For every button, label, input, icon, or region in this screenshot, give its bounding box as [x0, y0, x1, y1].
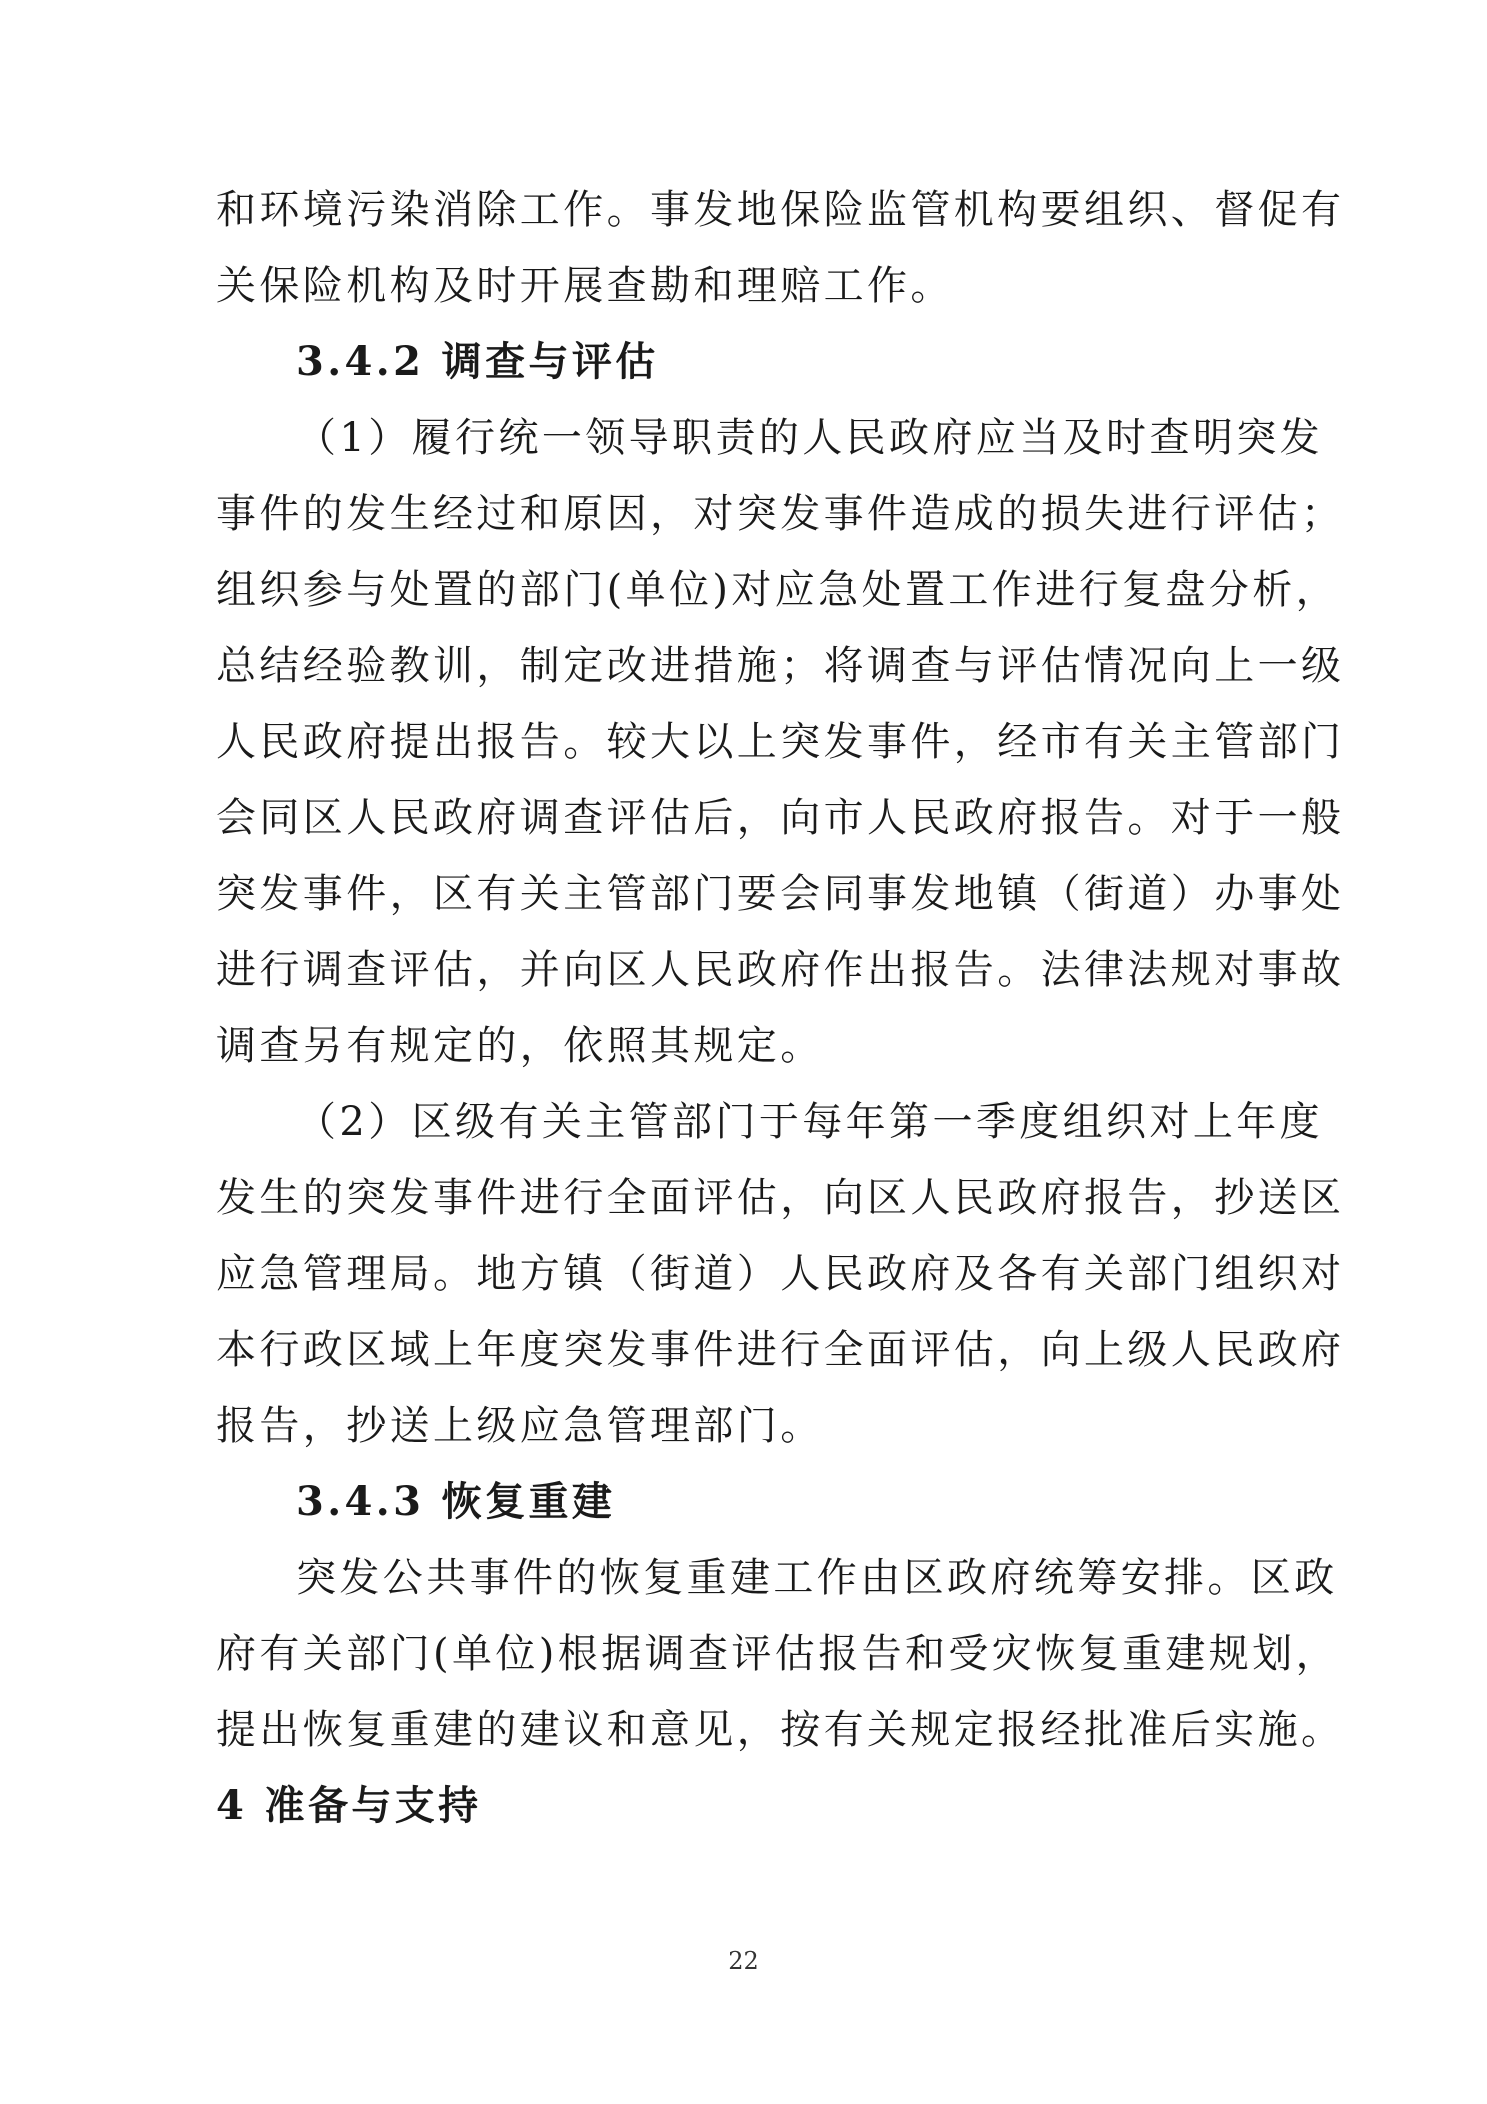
paragraph-line: 本行政区域上年度突发事件进行全面评估，向上级人民政府	[216, 1327, 1345, 1373]
paragraph-line: 进行调查评估，并向区人民政府作出报告。法律法规对事故	[216, 947, 1345, 993]
chapter-heading-4: 4 准备与支持	[216, 1782, 482, 1829]
paragraph-line: 调查另有规定的，依照其规定。	[216, 1023, 824, 1069]
paragraph-line: 和环境污染消除工作。事发地保险监管机构要组织、督促有	[216, 187, 1345, 233]
paragraph-line: 提出恢复重建的建议和意见，按有关规定报经批准后实施。	[216, 1707, 1345, 1753]
paragraph-line: 总结经验教训，制定改进措施；将调查与评估情况向上一级	[216, 643, 1345, 689]
paragraph-line: 组织参与处置的部门(单位)对应急处置工作进行复盘分析，	[216, 567, 1340, 613]
section-heading-3-4-2: 3.4.2 调查与评估	[296, 338, 659, 385]
paragraph-line: 会同区人民政府调查评估后，向市人民政府报告。对于一般	[216, 795, 1345, 841]
paragraph-line: 人民政府提出报告。较大以上突发事件，经市有关主管部门	[216, 719, 1345, 765]
paragraph-line: （1）履行统一领导职责的人民政府应当及时查明突发	[296, 415, 1324, 461]
paragraph-line: 突发事件，区有关主管部门要会同事发地镇（街道）办事处	[216, 871, 1345, 917]
paragraph-line: 发生的突发事件进行全面评估，向区人民政府报告，抄送区	[216, 1175, 1345, 1221]
paragraph-line: 突发公共事件的恢复重建工作由区政府统筹安排。区政	[296, 1555, 1338, 1601]
section-heading-3-4-3: 3.4.3 恢复重建	[296, 1478, 616, 1525]
paragraph-line: 应急管理局。地方镇（街道）人民政府及各有关部门组织对	[216, 1251, 1345, 1297]
page-number: 22	[728, 1947, 759, 1975]
paragraph-line: 府有关部门(单位)根据调查评估报告和受灾恢复重建规划，	[216, 1631, 1340, 1677]
paragraph-line: 报告，抄送上级应急管理部门。	[216, 1403, 824, 1449]
paragraph-line: 事件的发生经过和原因，对突发事件造成的损失进行评估；	[216, 491, 1345, 537]
paragraph-line: （2）区级有关主管部门于每年第一季度组织对上年度	[296, 1099, 1324, 1145]
paragraph-line: 关保险机构及时开展查勘和理赔工作。	[216, 263, 954, 309]
